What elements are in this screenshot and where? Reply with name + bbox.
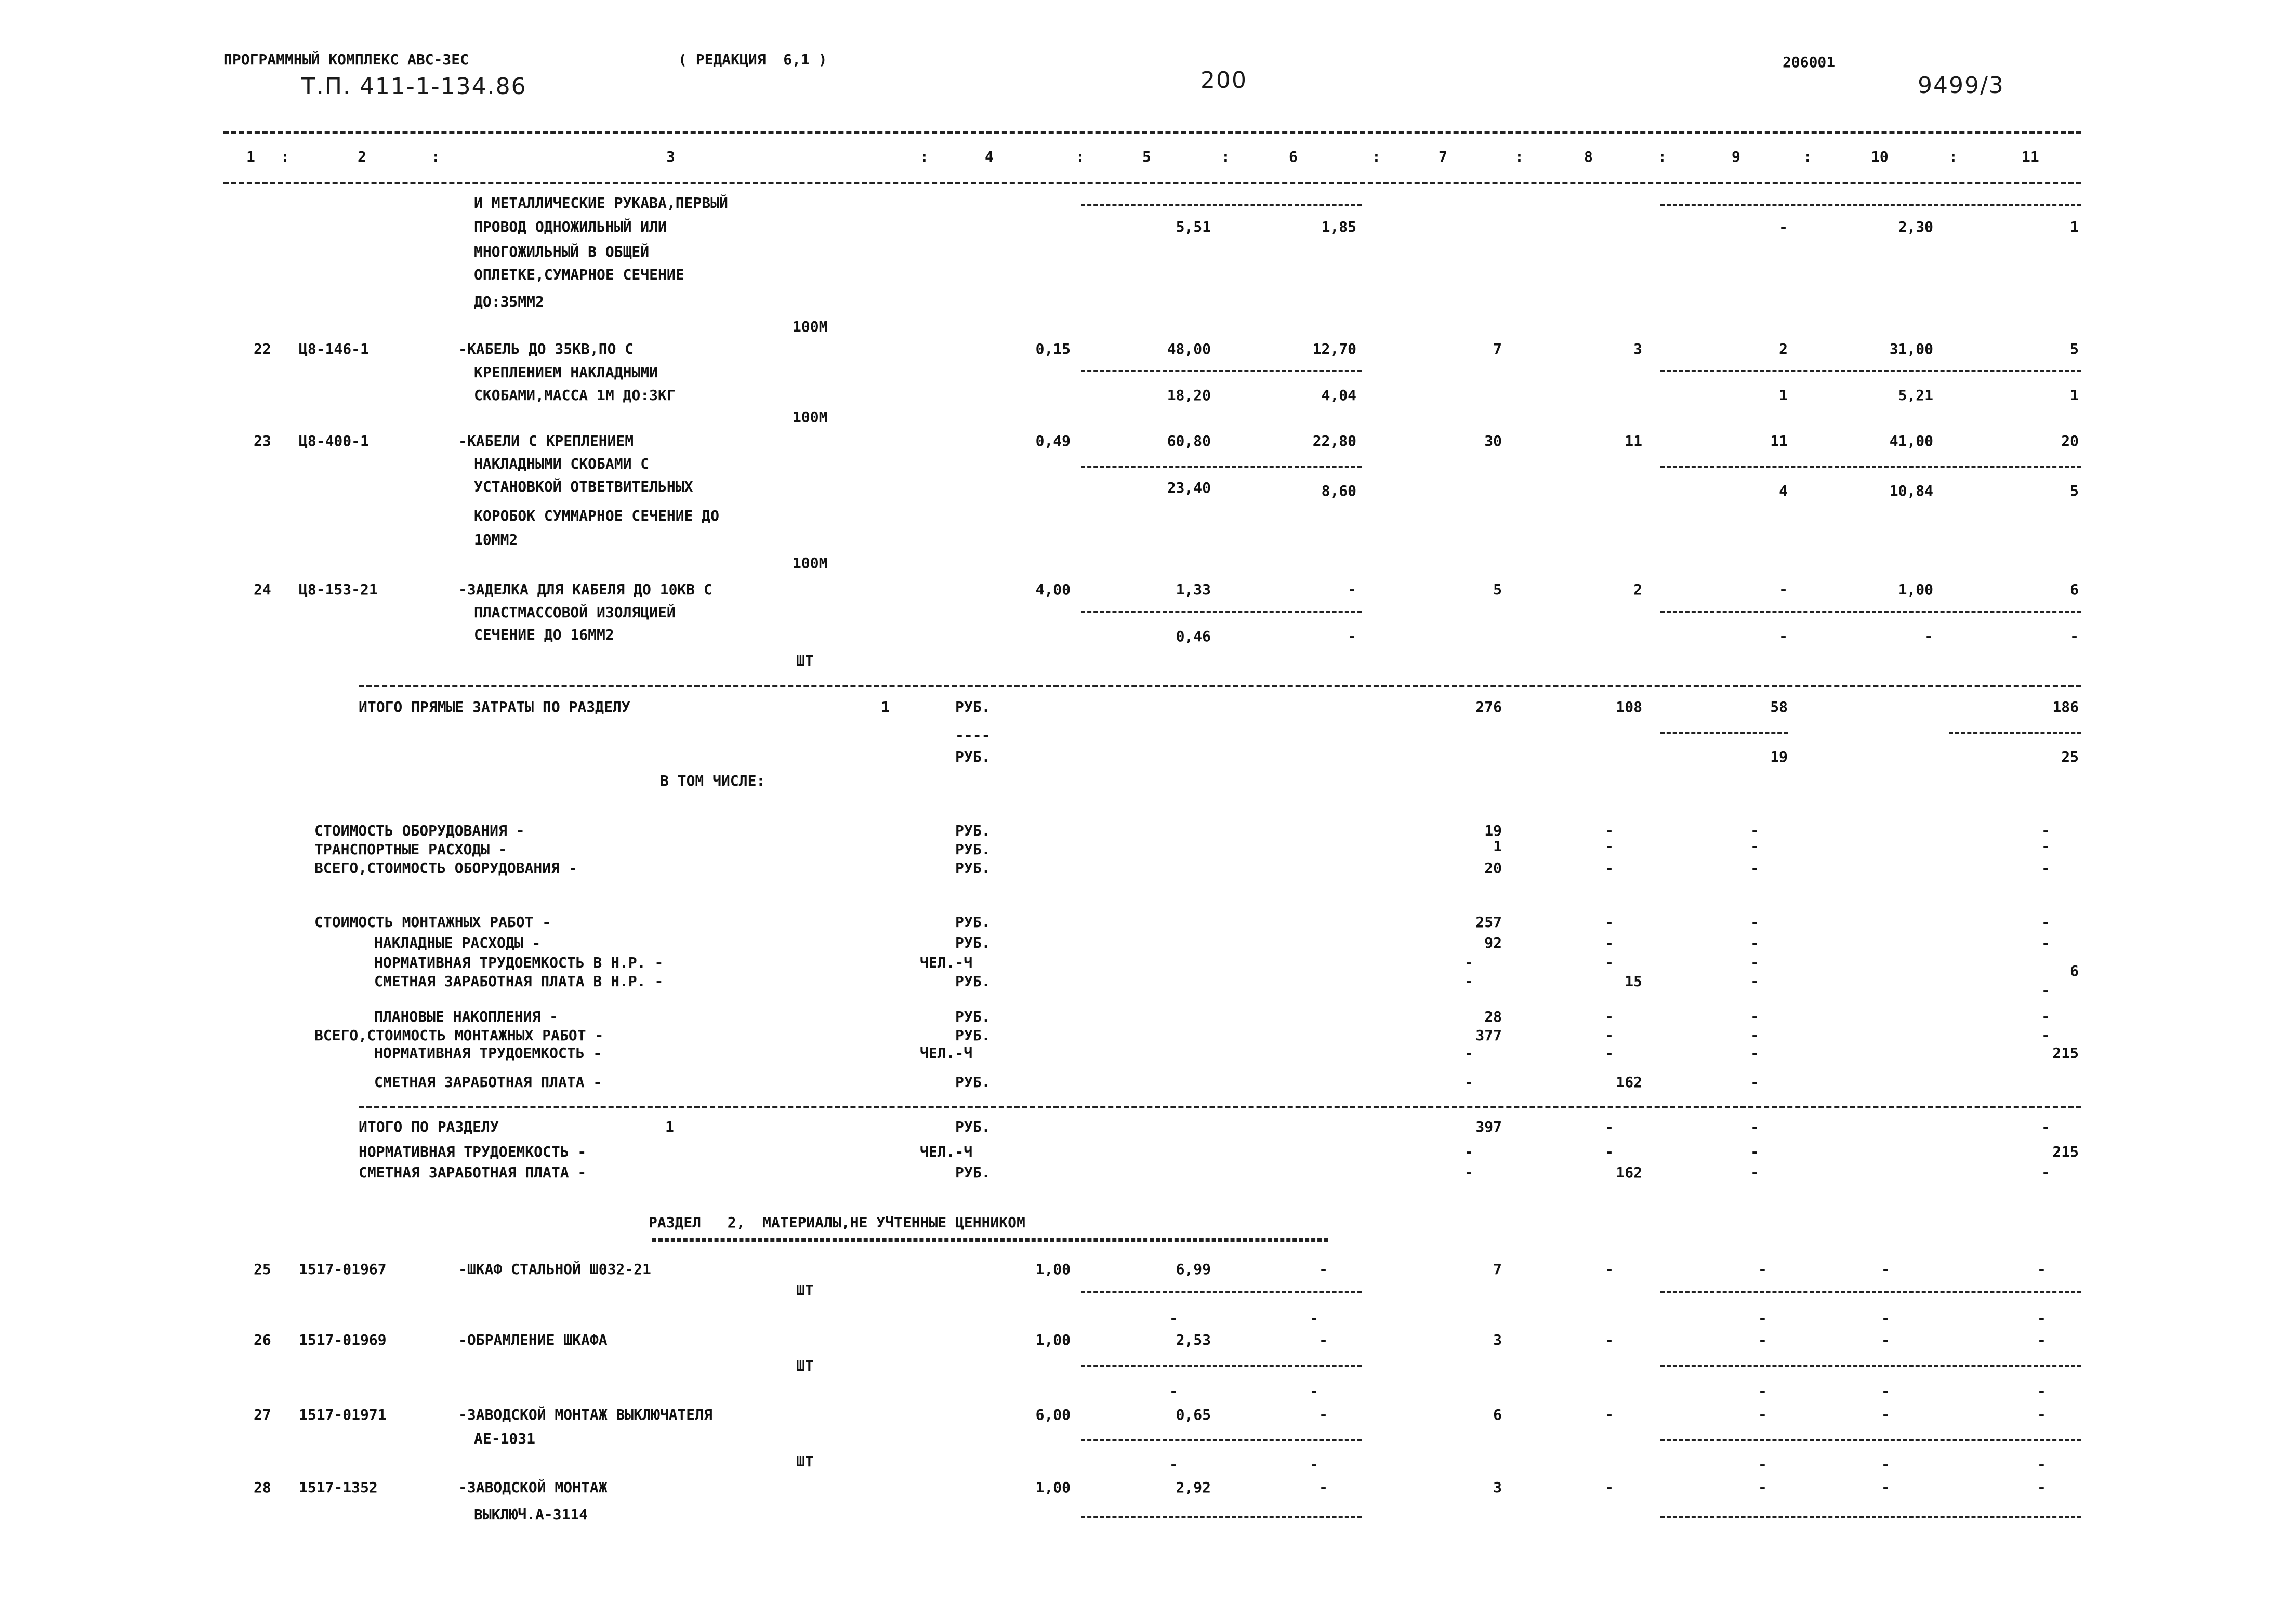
header-rule-top <box>223 131 2081 134</box>
unit-rub: РУБ. <box>955 698 991 716</box>
cell-c10-lower: 2,30 <box>1898 218 1933 235</box>
form-code: 206001 <box>1783 54 1836 71</box>
col-sep: : <box>1372 148 1381 165</box>
cell-c11: 5 <box>2070 340 2079 358</box>
col-10: 10 <box>1871 148 1889 165</box>
cell-c4: 1,00 <box>1035 1261 1071 1278</box>
col-3: 3 <box>666 148 675 165</box>
breakdown-c7: 28 <box>1484 1008 1502 1025</box>
cell-c7: 5 <box>1493 581 1502 598</box>
breakdown-c11: - <box>2041 838 2050 855</box>
breakdown-c9: - <box>1750 1074 1759 1091</box>
breakdown-c11: - <box>2041 1008 2050 1025</box>
cell-divider <box>1081 611 1362 613</box>
cell-c5-lower: 18,20 <box>1167 387 1211 404</box>
breakdown-c9: - <box>1750 838 1759 855</box>
total-c11: 186 <box>2052 698 2079 716</box>
breakdown-label: ВСЕГО,СТОИМОСТЬ МОНТАЖНЫХ РАБОТ - <box>314 1027 604 1044</box>
row-desc: ДО:35ММ2 <box>474 293 544 310</box>
empty-cell-mark: - <box>1758 1456 1767 1473</box>
cell-divider <box>1660 370 2081 372</box>
breakdown-c9: - <box>1750 913 1759 931</box>
empty-cell-mark: - <box>1881 1382 1890 1399</box>
empty-cell-mark: - <box>1881 1261 1890 1278</box>
empty-cell-mark: - <box>2037 1406 2046 1423</box>
empty-cell-mark: - <box>1758 1406 1767 1423</box>
totals-rule <box>359 685 2081 687</box>
total-c9-lower: 19 <box>1770 748 1788 765</box>
empty-cell-mark: - <box>2037 1382 2046 1399</box>
cell-divider <box>1081 370 1362 372</box>
unit-rub: РУБ. <box>955 748 991 765</box>
breakdown-label: ТРАНСПОРТНЫЕ РАСХОДЫ - <box>314 841 507 858</box>
breakdown-unit: РУБ. <box>955 859 991 877</box>
cell-c4: 4,00 <box>1035 581 1071 598</box>
col-sep: : <box>1658 148 1667 165</box>
cell-c11: 20 <box>2061 432 2079 449</box>
cell-c11: 6 <box>2070 581 2079 598</box>
breakdown-c8: - <box>1605 1044 1614 1062</box>
row-desc: ОПЛЕТКЕ,СУМАРНОЕ СЕЧЕНИЕ <box>474 266 684 283</box>
row-number: 25 <box>254 1261 271 1278</box>
empty-cell-mark: - <box>1758 1261 1767 1278</box>
breakdown-label: ПЛАНОВЫЕ НАКОПЛЕНИЯ - <box>374 1008 559 1025</box>
row-unit: 100М <box>793 318 828 335</box>
cell-c9-lower: 4 <box>1779 482 1788 499</box>
cell-c6: - <box>1319 1261 1328 1278</box>
row-desc: КРЕПЛЕНИЕМ НАКЛАДНЫМИ <box>474 364 658 381</box>
row-desc: ПЛАСТМАССОВОЙ ИЗОЛЯЦИЕЙ <box>474 604 676 621</box>
document-number: 9499/3 <box>1918 72 2004 99</box>
breakdown-unit: ЧЕЛ.-Ч <box>920 954 973 971</box>
col-6: 6 <box>1289 148 1298 165</box>
breakdown-c11: - <box>2041 822 2050 839</box>
row-unit: 100М <box>793 554 828 572</box>
section-total-c8: - <box>1605 1118 1614 1135</box>
empty-cell-mark: - <box>1881 1456 1890 1473</box>
row-desc: АЕ-1031 <box>474 1430 536 1447</box>
breakdown-c9: - <box>1750 1027 1759 1044</box>
cell-c10: 41,00 <box>1889 432 1933 449</box>
breakdown-c8: 15 <box>1625 973 1642 990</box>
cell-c8: - <box>1605 1261 1614 1278</box>
section-total-c7: - <box>1464 1143 1473 1160</box>
breakdown-label: СТОИМОСТЬ МОНТАЖНЫХ РАБОТ - <box>314 913 551 931</box>
col-sep: : <box>1515 148 1524 165</box>
breakdown-label: НОРМАТИВНАЯ ТРУДОЕМКОСТЬ В Н.Р. - <box>374 954 664 971</box>
cell-c6: 12,70 <box>1312 340 1356 358</box>
row-desc: СЕЧЕНИЕ ДО 16ММ2 <box>474 626 614 643</box>
section-total-unit: РУБ. <box>955 1164 991 1181</box>
cell-c9: 2 <box>1779 340 1788 358</box>
breakdown-c7: - <box>1464 973 1473 990</box>
empty-cell-mark: - <box>1310 1456 1318 1473</box>
breakdown-unit: РУБ. <box>955 822 991 839</box>
col-sep: : <box>1949 148 1958 165</box>
row-number: 28 <box>254 1479 271 1496</box>
empty-cell-mark: - <box>1758 1309 1767 1327</box>
cell-c6: 22,80 <box>1312 432 1356 449</box>
col-sep: : <box>1076 148 1085 165</box>
row-desc: НАКЛАДНЫМИ СКОБАМИ С <box>474 455 650 472</box>
cell-divider <box>1949 732 2081 734</box>
col-2: 2 <box>358 148 366 165</box>
row-number: 23 <box>254 432 271 449</box>
row-number: 26 <box>254 1331 271 1348</box>
breakdown-c9: - <box>1750 934 1759 951</box>
cell-c10-lower: 10,84 <box>1889 482 1933 499</box>
row-desc: -ЗАВОДСКОЙ МОНТАЖ <box>458 1479 608 1496</box>
row-unit: ШТ <box>796 1357 814 1374</box>
col-4: 4 <box>985 148 994 165</box>
cell-c9-lower: 1 <box>1779 387 1788 404</box>
row-desc: И МЕТАЛЛИЧЕСКИЕ РУКАВА,ПЕРВЫЙ <box>474 194 728 211</box>
cell-c5-lower: 5,51 <box>1176 218 1211 235</box>
row-desc: КОРОБОК СУММАРНОЕ СЕЧЕНИЕ ДО <box>474 507 720 524</box>
breakdown-label: НАКЛАДНЫЕ РАСХОДЫ - <box>374 934 541 951</box>
empty-cell-mark: - <box>1758 1331 1767 1348</box>
section-total-c11: - <box>2041 1164 2050 1181</box>
cell-c4: 1,00 <box>1035 1331 1071 1348</box>
col-sep: : <box>920 148 929 165</box>
cell-c5: 60,80 <box>1167 432 1211 449</box>
breakdown-unit: ЧЕЛ.-Ч <box>920 1044 973 1062</box>
breakdown-c8: - <box>1605 1027 1614 1044</box>
cell-c8: - <box>1605 1406 1614 1423</box>
cell-c10-lower: 5,21 <box>1898 387 1933 404</box>
breakdown-unit: РУБ. <box>955 1027 991 1044</box>
row-code: 1517-01969 <box>299 1331 387 1348</box>
breakdown-c9: - <box>1750 954 1759 971</box>
cell-c5: 2,53 <box>1176 1331 1211 1348</box>
breakdown-c7: 1 <box>1493 838 1502 855</box>
cell-c8: 3 <box>1633 340 1642 358</box>
empty-cell-mark: - <box>2037 1456 2046 1473</box>
empty-cell-mark: - <box>2037 1261 2046 1278</box>
section-total-rule <box>359 1106 2081 1108</box>
cell-divider <box>1081 1516 1362 1518</box>
breakdown-c8: 162 <box>1616 1074 1642 1091</box>
breakdown-unit: РУБ. <box>955 934 991 951</box>
breakdown-c7: - <box>1464 1074 1473 1091</box>
col-9: 9 <box>1732 148 1740 165</box>
row-desc: -ЗАВОДСКОЙ МОНТАЖ ВЫКЛЮЧАТЕЛЯ <box>458 1406 712 1423</box>
breakdown-c9: - <box>1750 859 1759 877</box>
row-desc: -КАБЕЛИ С КРЕПЛЕНИЕМ <box>458 432 634 449</box>
cell-divider <box>1081 1439 1362 1441</box>
section-total-number: 1 <box>665 1118 674 1135</box>
row-desc: -ШКАФ СТАЛЬНОЙ Ш032-21 <box>458 1261 651 1278</box>
cell-divider <box>1660 1291 2081 1293</box>
row-code: Ц8-153-21 <box>299 581 378 598</box>
breakdown-c8: - <box>1605 822 1614 839</box>
row-code: 1517-01967 <box>299 1261 387 1278</box>
empty-cell-mark: - <box>1169 1309 1178 1327</box>
breakdown-c7: 257 <box>1475 913 1502 931</box>
cell-c5-lower: 0,46 <box>1176 628 1211 645</box>
row-code: Ц8-146-1 <box>299 340 369 358</box>
cell-c9-lower: - <box>1779 218 1788 235</box>
col-sep: : <box>431 148 440 165</box>
cell-divider <box>1660 611 2081 613</box>
section-total-c11: - <box>2041 1118 2050 1135</box>
empty-cell-mark: - <box>1310 1382 1318 1399</box>
breakdown-unit: РУБ. <box>955 841 991 858</box>
breakdown-c8: - <box>1605 934 1614 951</box>
empty-cell-mark: - <box>1169 1456 1178 1473</box>
row-number: 24 <box>254 581 271 598</box>
empty-cell-mark: - <box>1881 1406 1890 1423</box>
breakdown-c11: - <box>2041 934 2050 951</box>
section-total-c9: - <box>1750 1143 1759 1160</box>
cell-divider <box>1081 466 1362 468</box>
cell-c4: 0,49 <box>1035 432 1071 449</box>
row-code: 1517-01971 <box>299 1406 387 1423</box>
breakdown-c7: 19 <box>1484 822 1502 839</box>
breakdown-unit: РУБ. <box>955 1008 991 1025</box>
row-desc: 10ММ2 <box>474 531 518 548</box>
row-number: 27 <box>254 1406 271 1423</box>
row-code: Ц8-400-1 <box>299 432 369 449</box>
cell-c5: 48,00 <box>1167 340 1211 358</box>
breakdown-c9: - <box>1750 1044 1759 1062</box>
section-total-unit: РУБ. <box>955 1118 991 1135</box>
section-total-c11: 215 <box>2052 1143 2079 1160</box>
cell-c11-lower: - <box>2070 628 2079 645</box>
page-number: 200 <box>1200 67 1247 94</box>
breakdown-c7: 92 <box>1484 934 1502 951</box>
cell-c6-lower: 8,60 <box>1321 482 1356 499</box>
section-total-unit: ЧЕЛ.-Ч <box>920 1143 973 1160</box>
row-desc: -КАБЕЛЬ ДО 35КВ,ПО С <box>458 340 634 358</box>
cell-c11-lower: 1 <box>2070 387 2079 404</box>
section-total-c9: - <box>1750 1164 1759 1181</box>
empty-cell-mark: - <box>1881 1331 1890 1348</box>
breakdown-unit: РУБ. <box>955 913 991 931</box>
breakdown-c7: - <box>1464 1044 1473 1062</box>
row-desc: СКОБАМИ,МАССА 1М ДО:3КГ <box>474 387 676 404</box>
cell-c7: 6 <box>1493 1406 1502 1423</box>
breakdown-label: ВСЕГО,СТОИМОСТЬ ОБОРУДОВАНИЯ - <box>314 859 577 877</box>
cell-divider <box>1660 1365 2081 1367</box>
empty-cell-mark: - <box>1758 1479 1767 1496</box>
row-code: 1517-1352 <box>299 1479 378 1496</box>
cell-c6: - <box>1348 581 1356 598</box>
empty-cell-mark: - <box>1169 1382 1178 1399</box>
cell-c4: 6,00 <box>1035 1406 1071 1423</box>
cell-divider <box>1081 1365 1362 1367</box>
cell-c5-lower: 23,40 <box>1167 479 1211 496</box>
cell-c4: 1,00 <box>1035 1479 1071 1496</box>
row-number: 22 <box>254 340 271 358</box>
section-total-c7: 397 <box>1475 1118 1502 1135</box>
row-unit: ШТ <box>796 652 814 669</box>
empty-cell-mark: - <box>2037 1309 2046 1327</box>
col-1: 1 <box>246 148 255 165</box>
row-desc: УСТАНОВКОЙ ОТВЕТВИТЕЛЬНЫХ <box>474 478 693 495</box>
row-desc: -ЗАДЕЛКА ДЛЯ КАБЕЛЯ ДО 10КВ С <box>458 581 712 598</box>
cell-divider <box>1081 204 1362 206</box>
cell-c6-lower: 4,04 <box>1321 387 1356 404</box>
row-desc: ПРОВОД ОДНОЖИЛЬНЫЙ ИЛИ <box>474 218 667 235</box>
section-2-title: РАЗДЕЛ 2, МАТЕРИАЛЫ,НЕ УЧТЕННЫЕ ЦЕННИКОМ <box>649 1214 1025 1231</box>
empty-cell-mark: - <box>1758 1382 1767 1399</box>
including-heading: В ТОМ ЧИСЛЕ: <box>660 772 766 789</box>
cell-c8: - <box>1605 1479 1614 1496</box>
cell-c4: 0,15 <box>1035 340 1071 358</box>
col-sep: : <box>1803 148 1812 165</box>
empty-cell-mark: - <box>2037 1479 2046 1496</box>
cell-c10-lower: - <box>1924 628 1933 645</box>
header-rule-bottom <box>223 182 2081 184</box>
breakdown-c11: - <box>2041 859 2050 877</box>
row-desc: -ОБРАМЛЕНИЕ ШКАФА <box>458 1331 608 1348</box>
cell-c11-lower: 5 <box>2070 482 2079 499</box>
breakdown-c11: - <box>2041 913 2050 931</box>
cell-c10: 31,00 <box>1889 340 1933 358</box>
breakdown-c11: - <box>2041 1027 2050 1044</box>
empty-cell-mark: - <box>1310 1309 1318 1327</box>
cell-c9: 11 <box>1770 432 1788 449</box>
breakdown-c11: - <box>2041 982 2050 999</box>
cell-c5: 0,65 <box>1176 1406 1211 1423</box>
total-dash: ---- <box>955 726 991 744</box>
breakdown-label: СТОИМОСТЬ ОБОРУДОВАНИЯ - <box>314 822 525 839</box>
col-11: 11 <box>2022 148 2039 165</box>
section-total-c8: - <box>1605 1143 1614 1160</box>
empty-cell-mark: - <box>1881 1309 1890 1327</box>
row-unit: ШТ <box>796 1281 814 1299</box>
breakdown-c9: - <box>1750 973 1759 990</box>
section-2-underline <box>652 1238 1328 1242</box>
breakdown-c11: 6 <box>2070 962 2079 979</box>
cell-c11-lower: 1 <box>2070 218 2079 235</box>
row-unit: 100М <box>793 408 828 426</box>
breakdown-c8: - <box>1605 859 1614 877</box>
breakdown-c8: - <box>1605 954 1614 971</box>
cell-c5: 2,92 <box>1176 1479 1211 1496</box>
edition: ( РЕДАКЦИЯ 6,1 ) <box>678 51 827 68</box>
cell-divider <box>1660 204 2081 206</box>
cell-c9-lower: - <box>1779 628 1788 645</box>
cell-c7: 30 <box>1484 432 1502 449</box>
cell-c6: - <box>1319 1479 1328 1496</box>
section-total-label: НОРМАТИВНАЯ ТРУДОЕМКОСТЬ - <box>359 1143 587 1160</box>
breakdown-unit: РУБ. <box>955 973 991 990</box>
empty-cell-mark: - <box>2037 1331 2046 1348</box>
direct-costs-label: ИТОГО ПРЯМЫЕ ЗАТРАТЫ ПО РАЗДЕЛУ <box>359 698 630 716</box>
breakdown-unit: РУБ. <box>955 1074 991 1091</box>
cell-c6-lower: 1,85 <box>1321 218 1356 235</box>
col-sep: : <box>1221 148 1230 165</box>
breakdown-label: СМЕТНАЯ ЗАРАБОТНАЯ ПЛАТА - <box>374 1074 602 1091</box>
cell-divider <box>1081 1291 1362 1293</box>
cell-c7: 7 <box>1493 340 1502 358</box>
cell-c5: 1,33 <box>1176 581 1211 598</box>
total-c7: 276 <box>1475 698 1502 716</box>
breakdown-c7: - <box>1464 954 1473 971</box>
cell-c5: 6,99 <box>1176 1261 1211 1278</box>
cell-divider <box>1660 732 1788 734</box>
section-total-c7: - <box>1464 1164 1473 1181</box>
cell-divider <box>1660 1439 2081 1441</box>
cell-divider <box>1660 466 2081 468</box>
breakdown-c8: - <box>1605 838 1614 855</box>
cell-c8: 11 <box>1625 432 1642 449</box>
col-sep: : <box>281 148 289 165</box>
total-c11-lower: 25 <box>2061 748 2079 765</box>
cell-divider <box>1660 1516 2081 1518</box>
project-number: Т.П. 411-1-134.86 <box>301 73 527 100</box>
cell-c7: 3 <box>1493 1331 1502 1348</box>
section-total-c8: 162 <box>1616 1164 1642 1181</box>
breakdown-c9: - <box>1750 1008 1759 1025</box>
section-total-label: ИТОГО ПО РАЗДЕЛУ <box>359 1118 499 1135</box>
program-name: ПРОГРАММНЫЙ КОМПЛЕКС АВС-ЗЕС <box>223 51 469 68</box>
breakdown-c7: 377 <box>1475 1027 1502 1044</box>
col-7: 7 <box>1439 148 1447 165</box>
cell-c10: 1,00 <box>1898 581 1933 598</box>
col-8: 8 <box>1584 148 1593 165</box>
cell-c7: 3 <box>1493 1479 1502 1496</box>
cell-c7: 7 <box>1493 1261 1502 1278</box>
row-unit: ШТ <box>796 1453 814 1470</box>
col-5: 5 <box>1142 148 1151 165</box>
breakdown-c9: - <box>1750 822 1759 839</box>
breakdown-c11: 215 <box>2052 1044 2079 1062</box>
breakdown-label: СМЕТНАЯ ЗАРАБОТНАЯ ПЛАТА В Н.Р. - <box>374 973 664 990</box>
total-c8: 108 <box>1616 698 1642 716</box>
breakdown-label: НОРМАТИВНАЯ ТРУДОЕМКОСТЬ - <box>374 1044 602 1062</box>
row-desc: ВЫКЛЮЧ.А-3114 <box>474 1506 588 1523</box>
breakdown-c7: 20 <box>1484 859 1502 877</box>
cell-c6: - <box>1319 1331 1328 1348</box>
cell-c8: - <box>1605 1331 1614 1348</box>
cell-c8: 2 <box>1633 581 1642 598</box>
section-total-label: СМЕТНАЯ ЗАРАБОТНАЯ ПЛАТА - <box>359 1164 587 1181</box>
section-total-c9: - <box>1750 1118 1759 1135</box>
breakdown-c8: - <box>1605 1008 1614 1025</box>
cell-c6-lower: - <box>1348 628 1356 645</box>
total-c9: 58 <box>1770 698 1788 716</box>
cell-c9: - <box>1779 581 1788 598</box>
direct-costs-section-number: 1 <box>881 698 890 716</box>
row-desc: МНОГОЖИЛЬНЫЙ В ОБЩЕЙ <box>474 243 650 260</box>
empty-cell-mark: - <box>1881 1479 1890 1496</box>
cell-c6: - <box>1319 1406 1328 1423</box>
breakdown-c8: - <box>1605 913 1614 931</box>
